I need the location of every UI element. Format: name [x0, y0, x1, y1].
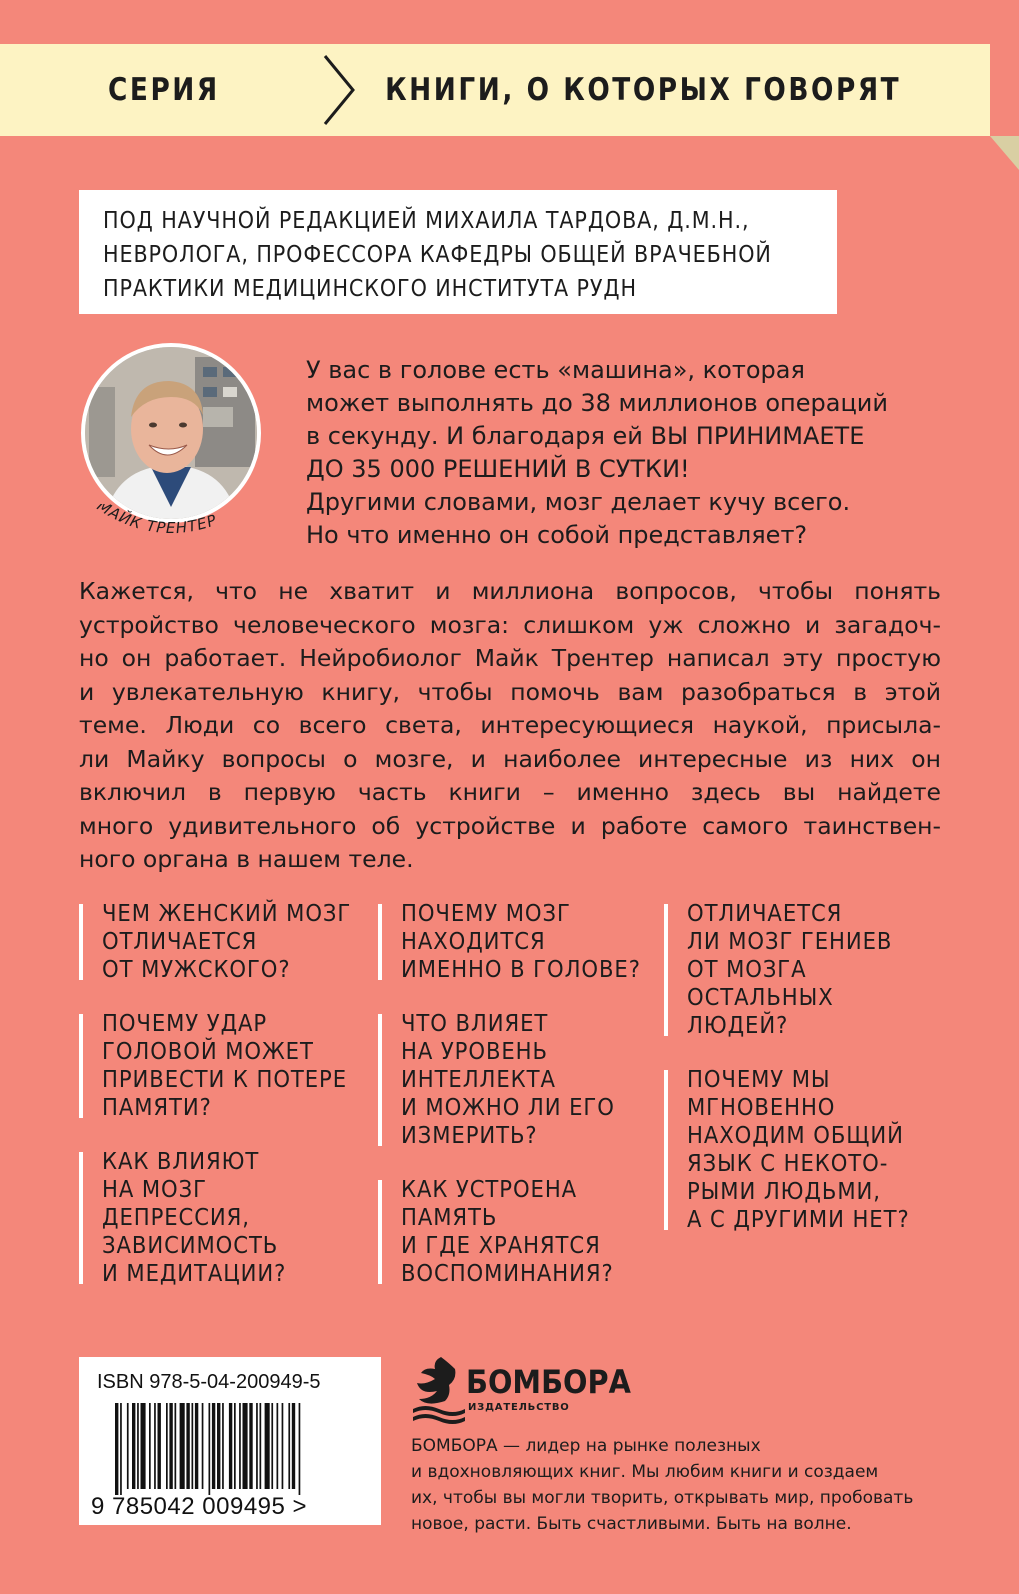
intro-text: [306, 354, 946, 552]
isbn-number: ISBN 978-5-04-200949-5: [97, 1371, 321, 1393]
body-line: устройство человеческого мозга: слишком уж сложно и загадоч-: [79, 610, 941, 639]
series-label: СЕРИЯ: [108, 72, 220, 108]
body-line: много удивительного об устройстве и работе самого таинствен-: [79, 811, 941, 840]
question-item: ПОЧЕМУ УДАР ГОЛОВОЙ МОЖЕТ ПРИВЕСТИ К ПОТЕРЕ ПАМЯТИ?: [79, 1010, 373, 1122]
publisher-logo-name: БОМБОРА: [466, 1363, 631, 1401]
questions-column-1: [79, 900, 373, 1314]
series-name: КНИГИ, О КОТОРЫХ ГОВОРЯТ: [384, 72, 901, 108]
question-item: ПОЧЕМУ МОЗГ НАХОДИТСЯ ИМЕННО В ГОЛОВЕ?: [378, 900, 662, 984]
publisher-line: БОМБОРА — лидер на рынке полезных: [411, 1436, 761, 1456]
editor-line: ПРАКТИКИ МЕДИЦИНСКОГО ИНСТИТУТА РУДН: [103, 276, 637, 302]
publisher-line: новое, расти. Быть счастливыми. Быть на волне.: [411, 1514, 852, 1534]
intro-line: У вас в голове есть «машина», которая: [306, 356, 805, 384]
publisher-logo: [411, 1355, 631, 1425]
publisher-description: [411, 1433, 971, 1537]
body-line: но он работает. Нейробиолог Майк Трентер написал эту простую: [79, 644, 941, 672]
body-line: ного органа в нашем теле.: [79, 845, 414, 873]
scientific-editor-box: [79, 190, 837, 314]
barcode-digits: 9 785042 009495 >: [91, 1493, 308, 1520]
author-name: [88, 504, 268, 564]
intro-line: ДО 35 000 РЕШЕНИЙ В СУТКИ!: [306, 455, 690, 483]
editor-line: ПОД НАУЧНОЙ РЕДАКЦИЕЙ МИХАИЛА ТАРДОВА, Д.М.Н.,: [103, 208, 750, 234]
body-line: включил в первую часть книги – именно здесь вы найдете: [79, 778, 941, 806]
editor-line: НЕВРОЛОГА, ПРОФЕССОРА КАФЕДРЫ ОБЩЕЙ ВРАЧЕБНОЙ: [103, 242, 772, 268]
question-item: ОТЛИЧАЕТСЯ ЛИ МОЗГ ГЕНИЕВ ОТ МОЗГА ОСТАЛЬНЫХ ЛЮДЕЙ?: [664, 900, 929, 1040]
intro-line: Другими словами, мозг делает кучу всего.: [306, 488, 851, 516]
body-line: и увлекательную книгу, чтобы помочь вам разобраться в этой: [79, 677, 941, 706]
question-item: КАК УСТРОЕНА ПАМЯТЬ И ГДЕ ХРАНЯТСЯ ВОСПОМИНАНИЯ?: [378, 1176, 662, 1288]
bombora-wave-icon: [411, 1355, 467, 1425]
questions-column-3: [664, 900, 929, 1260]
svg-text:МАЙК ТРЕНТЕР: МАЙК ТРЕНТЕР: [93, 504, 220, 538]
body-line: ли Майку вопросы о мозге, и наиболее интересные из них он: [79, 744, 941, 773]
publisher-line: их, чтобы вы могли творить, открывать мир, пробовать: [411, 1488, 914, 1508]
series-banner: [0, 44, 1019, 136]
publisher-line: и вдохновляющих книг. Мы любим книги и создаем: [411, 1462, 879, 1482]
intro-line: Но что именно он собой представляет?: [306, 521, 808, 549]
question-item: ЧЕМ ЖЕНСКИЙ МОЗГ ОТЛИЧАЕТСЯ ОТ МУЖСКОГО?: [79, 900, 373, 984]
body-line: теме. Люди со всего света, интересующиеся наукой, присыла-: [79, 711, 941, 739]
publisher-logo-sub: ИЗДАТЕЛЬСТВО: [468, 1402, 570, 1413]
author-photo: [81, 343, 261, 523]
question-item: КАК ВЛИЯЮТ НА МОЗГ ДЕПРЕССИЯ, ЗАВИСИМОСТЬ И МЕДИТАЦИИ?: [79, 1148, 373, 1288]
isbn-barcode: [79, 1357, 381, 1525]
description-text: [79, 575, 941, 877]
body-line: Кажется, что не хватит и миллиона вопросов, чтобы понять: [79, 577, 941, 605]
intro-line: в секунду. И благодаря ей ВЫ ПРИНИМАЕТЕ: [306, 422, 865, 450]
question-item: ПОЧЕМУ МЫ МГНОВЕННО НАХОДИМ ОБЩИЙ ЯЗЫК С НЕКОТО- РЫМИ ЛЮДЬМИ, А С ДРУГИМИ НЕТ?: [664, 1066, 929, 1234]
intro-line: может выполнять до 38 миллионов операций: [306, 389, 888, 417]
questions-column-2: [378, 900, 662, 1314]
question-item: ЧТО ВЛИЯЕТ НА УРОВЕНЬ ИНТЕЛЛЕКТА И МОЖНО ЛИ ЕГО ИЗМЕРИТЬ?: [378, 1010, 662, 1150]
